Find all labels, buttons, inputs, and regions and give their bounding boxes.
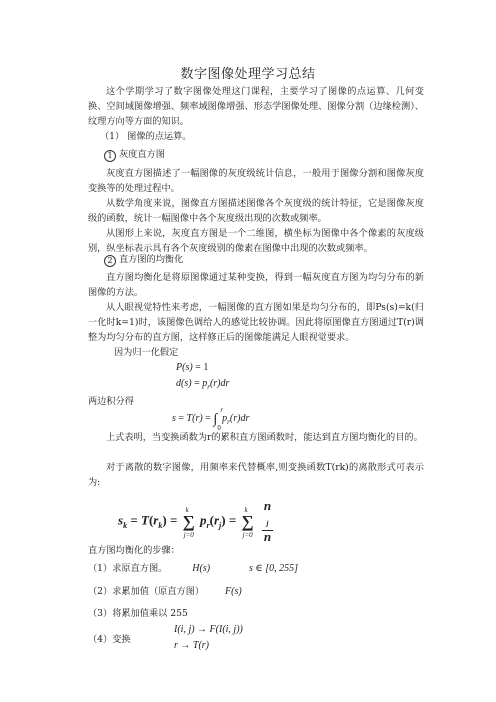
- subsection-label: 直方图的均衡化: [119, 254, 184, 265]
- equation-normalization: P(s) = 1: [176, 362, 209, 373]
- discrete-explanation: 对于离散的数字图像，用频率来代替概率,则变换函数T(rk)的离散形式可表示为:: [88, 462, 424, 488]
- equation-discrete: $s_k = T(r_k)$ = k ∑ j=0 $p_r(r_j)$ = k ∑ j=0 n $_j$ n: [118, 498, 272, 544]
- intro-paragraph: 这个学期学习了数字图像处理这门课程，主要学习了图像的点运算、几何变换、空间域图像增强、频率域图像增强、形态学图像处理、图像分割（边缘检测）、纹理方向等方面的知识。: [88, 86, 424, 127]
- subsection-label: 灰度直方图: [119, 149, 165, 160]
- page-title: 数字图像处理学习总结: [180, 67, 316, 82]
- circled-number: 1: [104, 150, 116, 162]
- step-1: （1）求原直方图。 H(s) s ∈ [0, 255]: [88, 563, 299, 574]
- equalization-paragraph-2: 从人眼视觉特性来考虑，一幅图像的直方图如果是均匀分布的，即Ps(s)=k(归一化时k=1)时，该图像色调给人的感觉比较协调。因此将原图像直方图通过T(r)调整为均匀分布的直方图，这样修正后的图像能满足人眼视觉要求。: [88, 302, 424, 343]
- step-4: （4）变换: [88, 634, 131, 645]
- step-2: （2）求累加值（原直方图） F(s): [88, 586, 242, 597]
- integral-explanation: 上式表明，当变换函数为r的累积直方图函数时，能达到直方图均衡化的目的。: [106, 432, 423, 443]
- steps-title: 直方图均衡化的步骤：: [88, 545, 180, 556]
- histogram-paragraph-2: 从数学角度来说，图像直方图描述图像各个灰度级的统计特征，它是图像灰度级的函数，统计一幅图像中各个灰度级出现的次数或频率。: [88, 198, 424, 224]
- step-3: （3）将累加值乘以 255: [88, 608, 188, 619]
- assumption-text: 因为归一化假定: [114, 347, 179, 358]
- histogram-paragraph-3: 从图形上来说，灰度直方图是一个二维图，横坐标为图像中各个像素的灰度级别，纵坐标表示具有各个灰度级别的像素在图像中出现的次数或频率。: [88, 228, 424, 254]
- integral-label: 两边积分得: [88, 396, 134, 407]
- step-4-mapping-1: I(i, j) → F(I(i, j)): [174, 624, 243, 635]
- circled-number: 2: [104, 255, 116, 267]
- subsection-equalization: [104, 252, 183, 267]
- equation-differential: $d(s) = p_r(r)dr$: [176, 378, 230, 391]
- equation-integral: s = T(r) = ∫ r 0 $p_r(r)dr$: [172, 406, 250, 432]
- equalization-paragraph-1: 直方图均衡化是将原图像通过某种变换，得到一幅灰度直方图为均匀分布的新图像的方法。: [88, 272, 424, 298]
- histogram-paragraph-1: 灰度直方图描述了一幅图像的灰度级统计信息，一般用于图像分割和图像灰度变换等的处理过程中。: [88, 168, 424, 194]
- section-heading-point-ops: （1） 图像的点运算。: [100, 131, 192, 142]
- subsection-histogram: [104, 147, 165, 162]
- step-4-mapping-2: r → T(r): [174, 640, 210, 651]
